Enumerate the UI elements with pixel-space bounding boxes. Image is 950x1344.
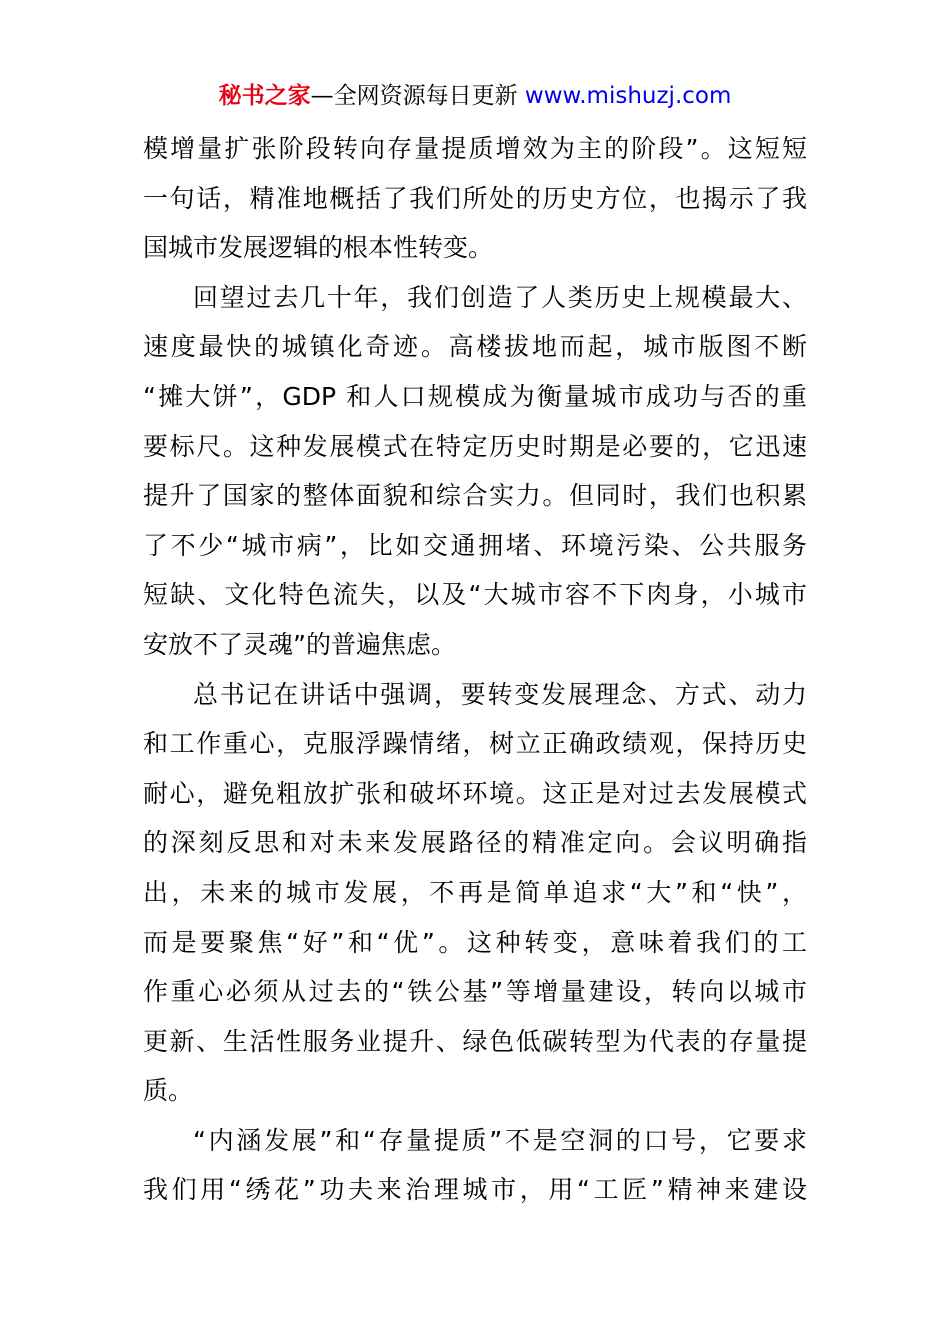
text-line: 一句话，精准地概括了我们所处的历史方位，也揭示了我 <box>143 183 807 213</box>
text-line: 回望过去几十年，我们创造了人类历史上规模最大、 <box>193 282 807 312</box>
text-line: 了不少“城市病”，比如交通拥堵、环境污染、公共服务 <box>143 530 807 560</box>
text-line: 出，未来的城市发展，不再是简单追求“大”和“快”， <box>143 877 807 907</box>
text-line: 国城市发展逻辑的根本性转变。 <box>143 233 494 263</box>
site-url-link[interactable]: www.mishuzj.com <box>524 83 732 109</box>
text-line: 速度最快的城镇化奇迹。高楼拔地而起，城市版图不断 <box>143 332 807 362</box>
text-line: 质。 <box>143 1076 194 1106</box>
text-line: “内涵发展”和“存量提质”不是空洞的口号，它要求 <box>193 1125 807 1155</box>
text-line: 更新、生活性服务业提升、绿色低碳转型为代表的存量提 <box>143 1026 807 1056</box>
text-line: 和工作重心，克服浮躁情绪，树立正确政绩观，保持历史 <box>143 729 807 759</box>
text-line: 耐心，避免粗放扩张和破坏环境。这正是对过去发展模式 <box>143 778 807 808</box>
text-line: 提升了国家的整体面貌和综合实力。但同时，我们也积累 <box>143 481 807 511</box>
text-line: 而是要聚焦“好”和“优”。这种转变，意味着我们的工 <box>143 927 807 957</box>
text-line: 的深刻反思和对未来发展路径的精准定向。会议明确指 <box>143 828 807 858</box>
text-line: 作重心必须从过去的“铁公基”等增量建设，转向以城市 <box>143 977 807 1007</box>
text-line: 我们用“绣花”功夫来治理城市，用“工匠”精神来建设 <box>143 1175 807 1205</box>
text-line: “摊大饼”，GDP 和人口规模成为衡量城市成功与否的重 <box>143 381 807 411</box>
text-line: 安放不了灵魂”的普遍焦虑。 <box>143 629 456 659</box>
header-tagline: —全网资源每日更新 <box>310 83 518 109</box>
text-line: 短缺、文化特色流失，以及“大城市容不下肉身，小城市 <box>143 580 807 610</box>
page-header <box>0 80 950 112</box>
text-line: 总书记在讲话中强调，要转变发展理念、方式、动力 <box>193 679 807 709</box>
text-line: 模增量扩张阶段转向存量提质增效为主的阶段”。这短短 <box>143 134 807 163</box>
document-body <box>143 124 807 1215</box>
text-line: 要标尺。这种发展模式在特定历史时期是必要的，它迅速 <box>143 431 807 461</box>
brand-name: 秘书之家 <box>218 83 311 109</box>
